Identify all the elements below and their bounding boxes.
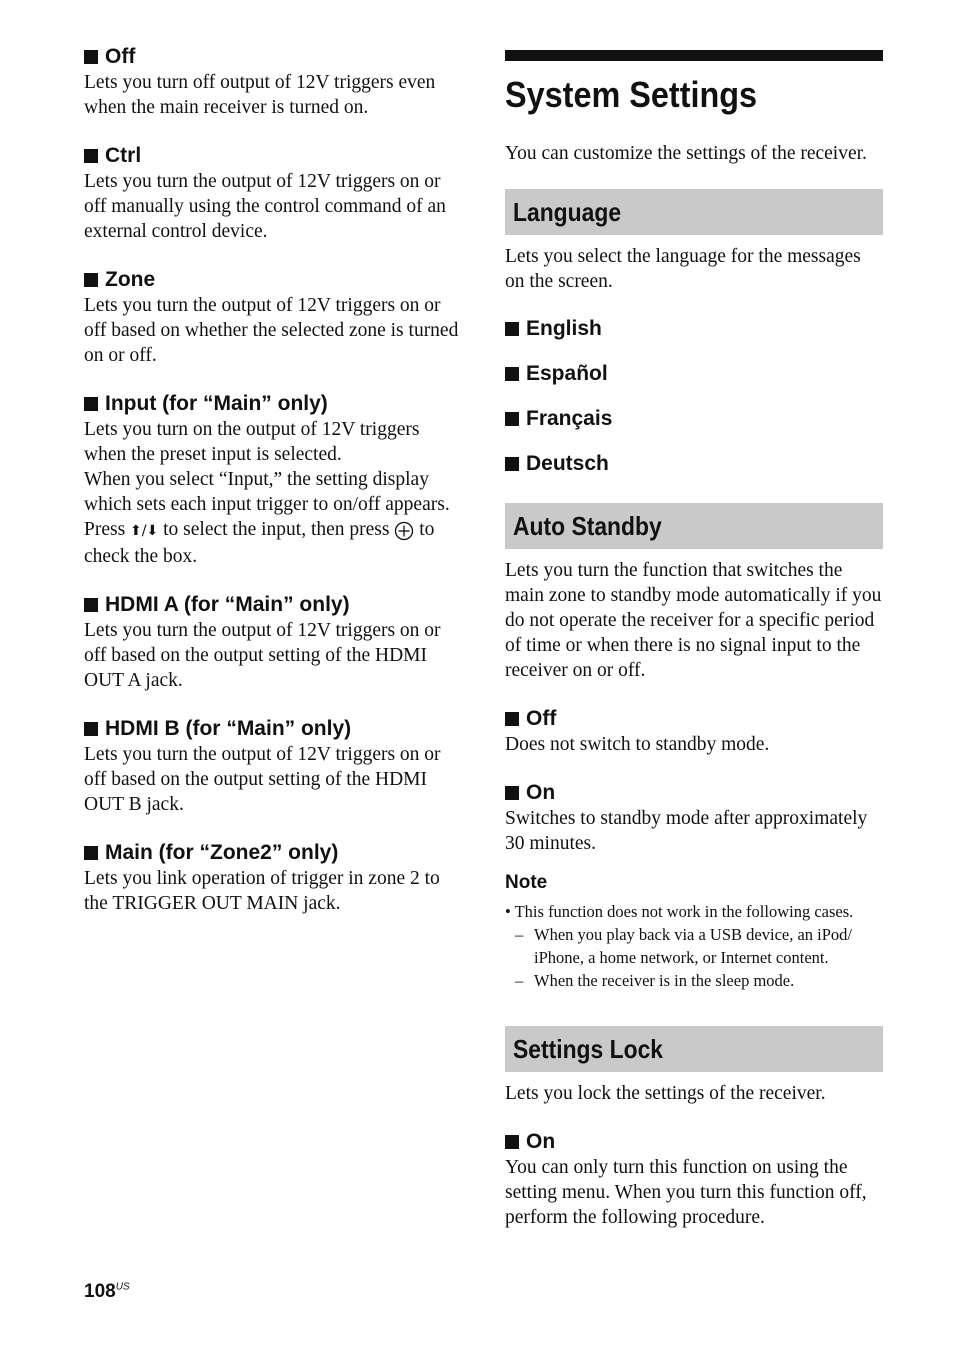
square-bullet-icon	[505, 457, 519, 471]
square-bullet-icon	[84, 50, 98, 64]
item-description: Lets you link operation of trigger in zone 2 to the TRIGGER OUT MAIN jack.	[84, 868, 440, 914]
item-heading	[84, 391, 464, 417]
item-heading-text: Off	[526, 707, 557, 730]
note-block	[505, 872, 883, 992]
instruction-text: to select the input, then press	[163, 519, 390, 540]
right-column	[505, 44, 883, 1253]
option-label: English	[526, 317, 602, 340]
item-heading	[84, 143, 464, 169]
item-description: Lets you turn off output of 12V triggers even when the main receiver is turned on.	[84, 72, 436, 118]
title-rule	[505, 50, 883, 61]
option-label: Español	[526, 362, 608, 385]
language-option	[505, 406, 883, 432]
region-code: US	[115, 1281, 130, 1293]
section-description: Lets you turn the function that switches the main zone to standby mode automatically if you do not operate the receiver for a specific period of time or when there is no signal input to the receiver on or off.	[505, 560, 882, 681]
note-dash-item	[505, 923, 883, 969]
page-title: System Settings	[505, 74, 758, 115]
item-heading-text: On	[526, 781, 556, 804]
note-bullet: • This function does not work in the following cases.	[505, 902, 854, 921]
auto-standby-off-item	[505, 706, 883, 757]
settings-lock-on-item	[505, 1129, 883, 1230]
square-bullet-icon	[505, 367, 519, 381]
note-dash-text: When the receiver is in the sleep mode.	[534, 971, 795, 990]
item-description: Lets you turn the output of 12V triggers on or off manually using the control command of an external control device.	[84, 171, 446, 242]
item-description: Lets you turn the output of 12V triggers on or off based on whether the selected zone is turned on or off.	[84, 295, 459, 366]
square-bullet-icon	[505, 712, 519, 726]
item-heading	[84, 44, 464, 70]
section-title: Settings Lock	[513, 1033, 664, 1064]
item-description: Lets you turn the output of 12V triggers on or off based on the output setting of the HDMI OUT B jack.	[84, 744, 441, 815]
trigger-hdmi-b-item	[84, 716, 464, 817]
up-down-arrow-icon: ⬆/⬇	[130, 523, 159, 539]
item-heading-text: Input (for “Main” only)	[105, 392, 328, 415]
square-bullet-icon	[505, 412, 519, 426]
section-title: Auto Standby	[513, 510, 662, 541]
item-heading	[505, 780, 883, 806]
language-option	[505, 361, 883, 387]
left-column	[84, 44, 464, 939]
trigger-main-item	[84, 840, 464, 916]
note-dash-text: When you play back via a USB device, an iPod/ iPhone, a home network, or Internet content.	[534, 925, 853, 967]
square-bullet-icon	[505, 322, 519, 336]
item-description: Does not switch to standby mode.	[505, 734, 770, 755]
trigger-zone-item	[84, 267, 464, 368]
dash-mark: –	[515, 971, 524, 990]
item-description: When you select “Input,” the setting display which sets each input trigger to on/off appears.	[84, 469, 450, 515]
square-bullet-icon	[505, 1135, 519, 1149]
page-number	[84, 1281, 130, 1303]
instruction-text: Press	[84, 519, 126, 540]
dash-mark: –	[515, 925, 524, 944]
item-heading	[84, 267, 464, 293]
option-label: Deutsch	[526, 452, 609, 475]
language-option	[505, 316, 883, 342]
item-heading-text: HDMI A (for “Main” only)	[105, 593, 350, 616]
item-heading	[84, 592, 464, 618]
item-heading	[505, 706, 883, 732]
item-description: Switches to standby mode after approximately 30 minutes.	[505, 808, 868, 854]
item-heading-text: Ctrl	[105, 144, 142, 167]
note-heading: Note	[505, 872, 548, 893]
section-header-language	[505, 189, 883, 235]
section-title: Language	[513, 196, 622, 227]
square-bullet-icon	[84, 397, 98, 411]
square-bullet-icon	[505, 786, 519, 800]
square-bullet-icon	[84, 846, 98, 860]
square-bullet-icon	[84, 722, 98, 736]
intro-text: You can customize the settings of the receiver.	[505, 143, 867, 164]
item-description: Lets you turn the output of 12V triggers on or off based on the output setting of the HDMI OUT A jack.	[84, 620, 441, 691]
trigger-input-item	[84, 391, 464, 569]
enter-button-icon	[394, 521, 414, 541]
instruction-text: to check the box.	[84, 519, 435, 567]
item-description: You can only turn this function on using the setting menu. When you turn this function off, perform the following procedure.	[505, 1157, 867, 1228]
section-description: Lets you lock the settings of the receiver.	[505, 1083, 826, 1104]
square-bullet-icon	[84, 273, 98, 287]
item-heading-text: Zone	[105, 268, 156, 291]
option-label: Français	[526, 407, 613, 430]
section-header-auto-standby	[505, 503, 883, 549]
item-heading	[84, 716, 464, 742]
square-bullet-icon	[84, 598, 98, 612]
section-header-settings-lock	[505, 1026, 883, 1072]
page-number-value: 108	[84, 1281, 116, 1302]
auto-standby-on-item	[505, 780, 883, 856]
note-dash-item	[505, 969, 883, 992]
trigger-hdmi-a-item	[84, 592, 464, 693]
item-heading-text: HDMI B (for “Main” only)	[105, 717, 352, 740]
item-heading	[505, 1129, 883, 1155]
trigger-off-item	[84, 44, 464, 120]
language-options	[505, 316, 883, 477]
item-heading-text: On	[526, 1130, 556, 1153]
item-heading-text: Off	[105, 45, 136, 68]
square-bullet-icon	[84, 149, 98, 163]
language-option	[505, 451, 883, 477]
item-instruction	[84, 517, 464, 569]
item-heading-text: Main (for “Zone2” only)	[105, 841, 339, 864]
item-description: Lets you turn on the output of 12V triggers when the preset input is selected.	[84, 419, 420, 465]
trigger-ctrl-item	[84, 143, 464, 244]
item-heading	[84, 840, 464, 866]
section-description: Lets you select the language for the messages on the screen.	[505, 246, 861, 292]
